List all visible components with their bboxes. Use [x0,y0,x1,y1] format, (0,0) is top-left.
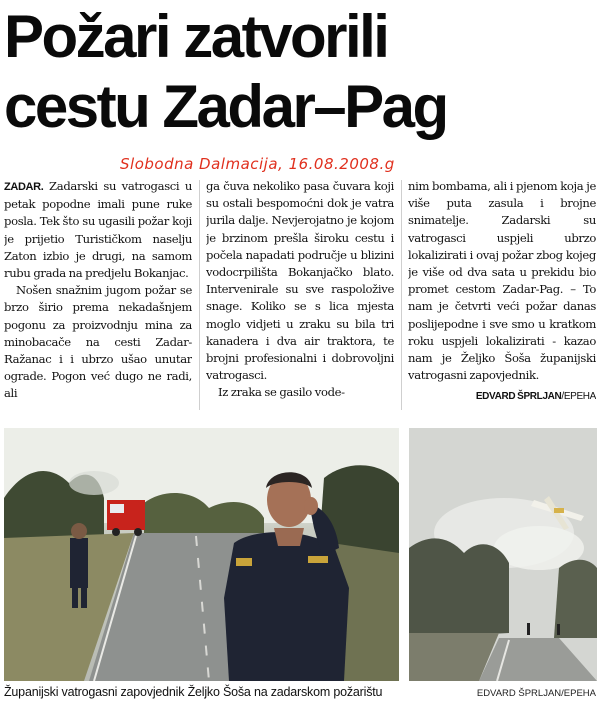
article-paragraph: Nošen snažnim jugom požar se brzo širio prema nekadašnjem pogonu za proizvodnju mina za minobacače na cesti Zadar- Ražanac i i ubrzo ušao unutar ograde. Pogon već dugo ne radi, ali [4,283,192,401]
article-column-2 [206,178,394,414]
main-photo-illustration [4,428,399,681]
article-column-3 [408,178,596,414]
aircraft-photo [409,428,597,681]
main-photo [4,428,399,681]
photo-caption: Županijski vatrogasni zapovjednik Željko Šoša na zadarskom požarištu [4,685,383,699]
author-name: EDVARD ŠPRLJAN [475,391,562,403]
article-body [4,178,596,414]
photo-credit: EDVARD ŠPRLJAN/EPEHA [476,688,596,699]
headline [4,2,596,142]
article-byline [408,388,596,405]
dateline: ZADAR. [4,181,44,193]
headline-line-1: Požari zatvorili [4,3,388,70]
headline-line-2: cestu Zadar–Pag [4,73,447,140]
article-paragraph: ga čuva nekoliko pasa čuvara koji su ostali bespomoćni dok je vatra jurila dalje. Nevjerojatno je kojom je brzinom prešla široku cestu i počela napadati područje u blizini vodocrpilišta Bokanjačko blato. Intervenirale su sve raspoložive snage. Koliko se s lica mjesta moglo vidjeti u zraku su bila tri kanadera i dva air traktora, te brojni profesionalni i dobrovoljni vatrogasci. [206,179,394,383]
article-column-1 [4,178,192,414]
aircraft-photo-illustration [409,428,597,681]
article-paragraph: ZADAR. Zadarski su vatrogasci u petak popodne imali pune ruke posla. Tek što su ugasili požar koji je prijetio Turističkom naselju Zaton izbio je drugi, na samom rubu grada na predjelu Bokanjac. [4,179,192,281]
article-paragraph: nim bombama, ali i pjenom koja je više puta zasula i brojne snimateljе. Zadarski su vatrogasci uspjeli ubrzo lokalizirati i ovaj požar zbog kojeg je više od dva sata u prekidu bio promet cestom Zadar-Pag. – To nam je četvrti veći požar danas poslijepodne i sve smo u kratkom roku uspjeli lokalizirati - kazao nam je Željko Šoša županijski vatrogasni zapovjednik. [408,179,596,383]
author-agency: /EPEHA [561,391,596,403]
source-note: Slobodna Dalmacija, 16.08.2008.g [120,155,395,173]
article-paragraph: Iz zraka se gasilo vode- [218,385,345,400]
